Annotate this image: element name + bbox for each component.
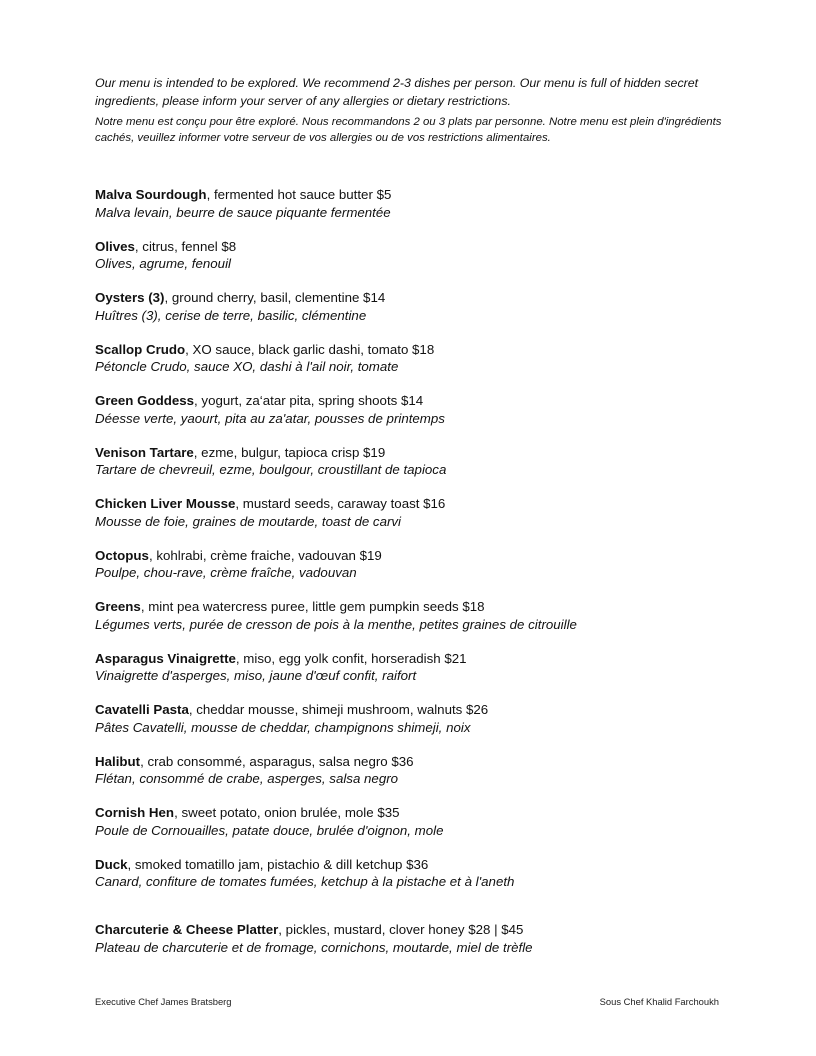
dish-details: , mint pea watercress puree, little gem pumpkin seeds $18 bbox=[140, 599, 485, 614]
menu-item bbox=[95, 289, 775, 324]
intro-notice bbox=[95, 75, 735, 146]
dish-details: , cheddar mousse, shimeji mushroom, walnuts $26 bbox=[188, 702, 489, 717]
dish-french: Pétoncle Crudo, sauce XO, dashi à l'ail noir, tomate bbox=[95, 359, 399, 374]
executive-chef-credit: Executive Chef James Bratsberg bbox=[95, 996, 232, 1007]
intro-french: Notre menu est conçu pour être exploré. Nous recommandons 2 ou 3 plats par personne. Notre menu est plein d'ingrédients cachés, veuillez informer votre serveur de vos allergies ou de vos restrictions alimentaires. bbox=[95, 116, 722, 144]
dish-details: , sweet potato, onion brulée, mole $35 bbox=[174, 805, 400, 820]
dish-name: Cavatelli Pasta bbox=[95, 702, 189, 717]
dish-details: , smoked tomatillo jam, pistachio & dill ketchup $36 bbox=[127, 856, 429, 872]
dish-details: , ground cherry, basil, clementine $14 bbox=[164, 290, 386, 305]
menu-item bbox=[95, 392, 775, 427]
dish-details: , ezme, bulgur, tapioca crisp $19 bbox=[193, 444, 386, 460]
dish-french: Légumes verts, purée de cresson de pois à la menthe, petites graines de citrouille bbox=[95, 616, 577, 632]
menu-item bbox=[95, 495, 775, 530]
dish-details: , yogurt, za‘atar pita, spring shoots $14 bbox=[194, 393, 424, 408]
menu-item bbox=[95, 701, 775, 736]
dish-name: Octopus bbox=[95, 547, 149, 563]
platter-french: Plateau de charcuterie et de fromage, cornichons, moutarde, miel de trèfle bbox=[95, 939, 533, 955]
menu-item bbox=[95, 856, 775, 891]
dish-name: Asparagus Vinaigrette bbox=[95, 650, 236, 666]
menu-item bbox=[95, 341, 775, 376]
dish-details: , kohlrabi, crème fraiche, vadouvan $19 bbox=[148, 547, 382, 563]
dish-name: Duck bbox=[95, 856, 128, 872]
menu-item bbox=[95, 598, 775, 633]
dish-name: Olives bbox=[95, 238, 135, 254]
menu-item bbox=[95, 186, 775, 221]
dish-name: Malva Sourdough bbox=[95, 187, 207, 202]
platter-name: Charcuterie & Cheese Platter bbox=[95, 922, 279, 937]
dish-name: Halibut bbox=[95, 753, 141, 769]
dish-french: Olives, agrume, fenouil bbox=[95, 256, 231, 271]
dish-name: Scallop Crudo bbox=[95, 341, 186, 357]
dish-details: , crab consommé, asparagus, salsa negro $36 bbox=[140, 753, 414, 769]
dish-details: , fermented hot sauce butter $5 bbox=[206, 187, 392, 202]
dish-details: , citrus, fennel $8 bbox=[134, 238, 237, 254]
dish-french: Poulpe, chou-rave, crème fraîche, vadouvan bbox=[95, 565, 357, 580]
intro-english: Our menu is intended to be explored. We recommend 2-3 dishes per person. Our menu is full of hidden secret ingredients, please inform your server of any allergies or dietary restrictions. bbox=[95, 76, 699, 108]
dish-french: Tartare de chevreuil, ezme, boulgour, croustillant de tapioca bbox=[95, 462, 447, 477]
menu-item bbox=[95, 650, 775, 685]
dish-french: Déesse verte, yaourt, pita au za'atar, pousses de printemps bbox=[95, 410, 445, 426]
dish-name: Venison Tartare bbox=[95, 444, 194, 460]
dish-french: Poule de Cornouailles, patate douce, brulée d'oignon, mole bbox=[95, 822, 444, 838]
sous-chef-credit: Sous Chef Khalid Farchoukh bbox=[599, 996, 719, 1007]
dish-french: Vinaigrette d'asperges, miso, jaune d'œuf confit, raifort bbox=[95, 668, 417, 683]
dish-name: Cornish Hen bbox=[95, 805, 175, 820]
menu-item bbox=[95, 238, 775, 273]
platter-details: , pickles, mustard, clover honey $28 | $45 bbox=[278, 922, 524, 937]
dish-name: Greens bbox=[95, 599, 141, 614]
dish-name: Oysters (3) bbox=[95, 290, 165, 305]
platter-item bbox=[95, 921, 775, 956]
dish-details: , miso, egg yolk confit, horseradish $21 bbox=[235, 650, 467, 666]
dish-french: Canard, confiture de tomates fumées, ketchup à la pistache et à l'aneth bbox=[95, 874, 515, 889]
dish-name: Green Goddess bbox=[95, 393, 195, 408]
dish-french: Pâtes Cavatelli, mousse de cheddar, champignons shimeji, noix bbox=[95, 719, 471, 735]
menu-item bbox=[95, 804, 775, 839]
dish-french: Huîtres (3), cerise de terre, basilic, clémentine bbox=[95, 307, 367, 323]
menu-item bbox=[95, 547, 775, 582]
menu-item bbox=[95, 753, 775, 788]
dish-details: , mustard seeds, caraway toast $16 bbox=[235, 496, 446, 511]
dish-french: Mousse de foie, graines de moutarde, toast de carvi bbox=[95, 513, 401, 529]
dish-french: Malva levain, beurre de sauce piquante fermentée bbox=[95, 204, 391, 220]
dish-french: Flétan, consommé de crabe, asperges, salsa negro bbox=[95, 771, 399, 786]
menu-item bbox=[95, 444, 775, 479]
dish-details: , XO sauce, black garlic dashi, tomato $18 bbox=[185, 341, 435, 357]
dish-name: Chicken Liver Mousse bbox=[95, 496, 236, 511]
